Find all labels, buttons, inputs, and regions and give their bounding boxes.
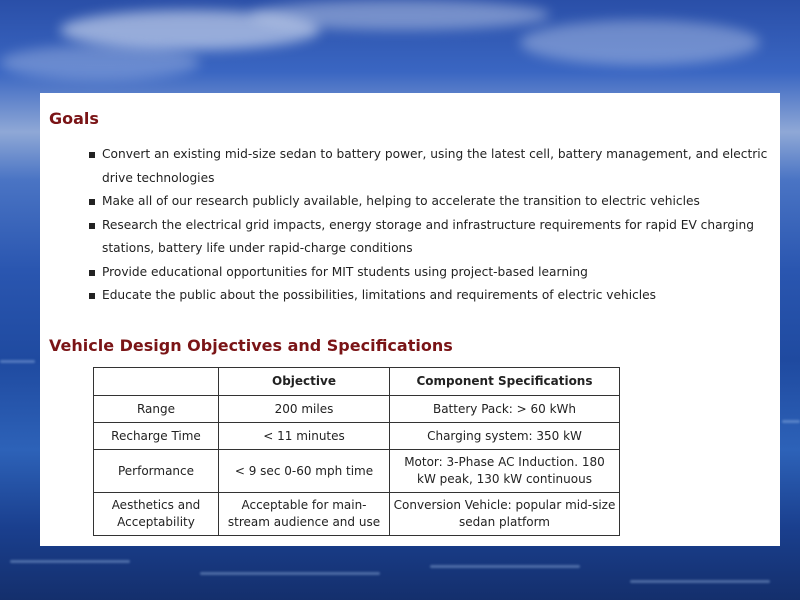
water-streak [430, 565, 580, 568]
content-panel [40, 93, 780, 546]
cloud [520, 20, 760, 65]
spec-table [93, 367, 620, 536]
goal-text: Educate the public about the possibilities, limitations and requirements of electric vehicles [102, 288, 657, 302]
table-cell: < 9 sec 0-60 mph time [219, 450, 390, 493]
water-streak [782, 420, 800, 423]
goal-text: Research the electrical grid impacts, energy storage and infrastructure requirements for rapid EV charging stations, battery life under rapid-charge conditions [102, 217, 754, 255]
table-row [94, 493, 620, 536]
table-cell: Charging system: 350 kW [390, 423, 620, 450]
table-cell: Motor: 3-Phase AC Induction. 180 kW peak, 130 kW continuous [390, 450, 620, 493]
goal-item [88, 284, 778, 308]
table-header-cell: Objective [219, 368, 390, 396]
table-cell: < 11 minutes [219, 423, 390, 450]
table-row [94, 396, 620, 423]
goals-list [88, 143, 778, 308]
cloud [250, 0, 550, 30]
bullet-icon [89, 293, 95, 299]
table-row [94, 450, 620, 493]
goal-item [88, 190, 778, 214]
water-streak [10, 560, 130, 563]
water-streak [0, 360, 35, 363]
table-cell: Recharge Time [94, 423, 219, 450]
bullet-icon [89, 152, 95, 158]
table-header-cell [94, 368, 219, 396]
water-streak [630, 580, 770, 583]
goal-text: Provide educational opportunities for MIT students using project-based learning [102, 264, 588, 279]
table-row [94, 423, 620, 450]
goal-text: Make all of our research publicly available, helping to accelerate the transition to electric vehicles [102, 194, 700, 208]
bullet-icon [89, 270, 95, 276]
bullet-icon [89, 223, 95, 229]
table-cell: Conversion Vehicle: popular mid-size sedan platform [390, 493, 620, 536]
table-cell: Acceptable for main-stream audience and use [219, 493, 390, 536]
table-cell: Performance [94, 450, 219, 493]
vehicle-heading: Vehicle Design Objectives and Specifications [49, 336, 453, 355]
table-header-cell: Component Specifications [390, 368, 620, 396]
goal-item [88, 143, 778, 190]
bullet-icon [89, 199, 95, 205]
goal-text: Convert an existing mid-size sedan to battery power, using the latest cell, battery management, and electric drive technologies [102, 147, 768, 185]
goal-item [88, 214, 778, 261]
goals-heading: Goals [49, 109, 99, 128]
water-streak [200, 572, 380, 575]
table-cell: Range [94, 396, 219, 423]
table-cell: Battery Pack: > 60 kWh [390, 396, 620, 423]
table-header-row [94, 368, 620, 396]
table-cell: 200 miles [219, 396, 390, 423]
table-cell: Aesthetics and Acceptability [94, 493, 219, 536]
goal-item [88, 261, 778, 285]
cloud [0, 45, 200, 80]
